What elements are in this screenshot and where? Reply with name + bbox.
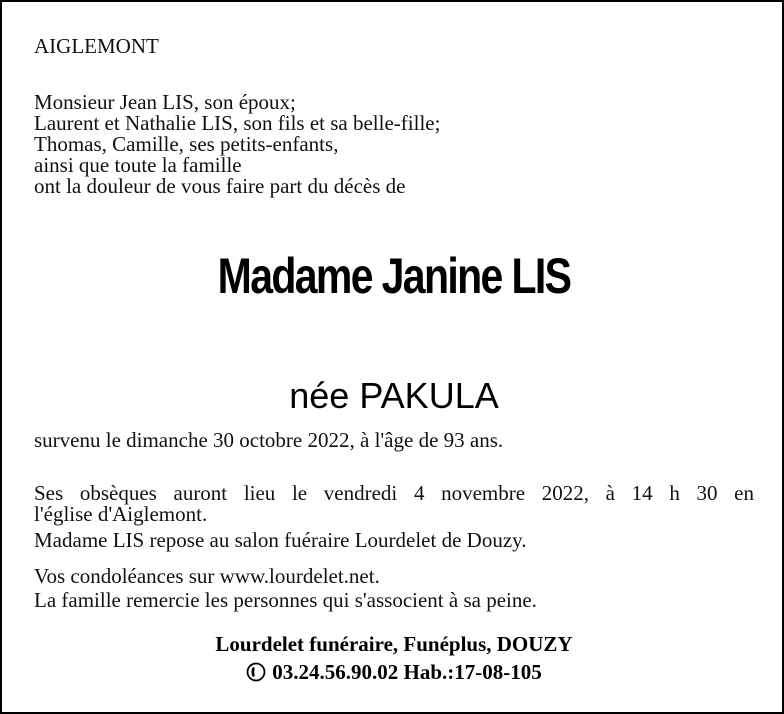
- maiden-name: née PAKULA: [289, 375, 499, 416]
- family-line: Laurent et Nathalie LIS, son fils et sa belle-fille;: [34, 111, 441, 135]
- condolence-line: Vos condoléances sur www.lourdelet.net.: [34, 564, 380, 588]
- family-line: ont la douleur de vous faire part du décès de: [34, 174, 406, 198]
- family-line: ainsi que toute la famille: [34, 153, 242, 177]
- funeral-location-line: l'église d'Aiglemont.: [34, 502, 208, 526]
- funeral-home-name: Lourdelet funéraire, Funéplus, DOUZY: [215, 632, 573, 656]
- family-line: Thomas, Camille, ses petits-enfants,: [34, 132, 339, 156]
- contact-text: 03.24.56.90.02 Hab.:17-08-105: [272, 660, 542, 684]
- phone-icon: [246, 662, 266, 682]
- deceased-name: Madame Janine LIS: [217, 248, 571, 304]
- town-heading: AIGLEMONT: [34, 34, 159, 58]
- funeral-home-contact: [2, 658, 784, 686]
- death-date-line: survenu le dimanche 30 octobre 2022, à l'âge de 93 ans.: [34, 428, 504, 452]
- rest-line: Madame LIS repose au salon fuéraire Lourdelet de Douzy.: [34, 528, 527, 552]
- funeral-line: Ses obsèques auront lieu le vendredi 4 novembre 2022, à 14 h 30 en: [34, 481, 754, 505]
- thanks-line: La famille remercie les personnes qui s'associent à sa peine.: [34, 588, 537, 612]
- family-line: Monsieur Jean LIS, son époux;: [34, 90, 296, 114]
